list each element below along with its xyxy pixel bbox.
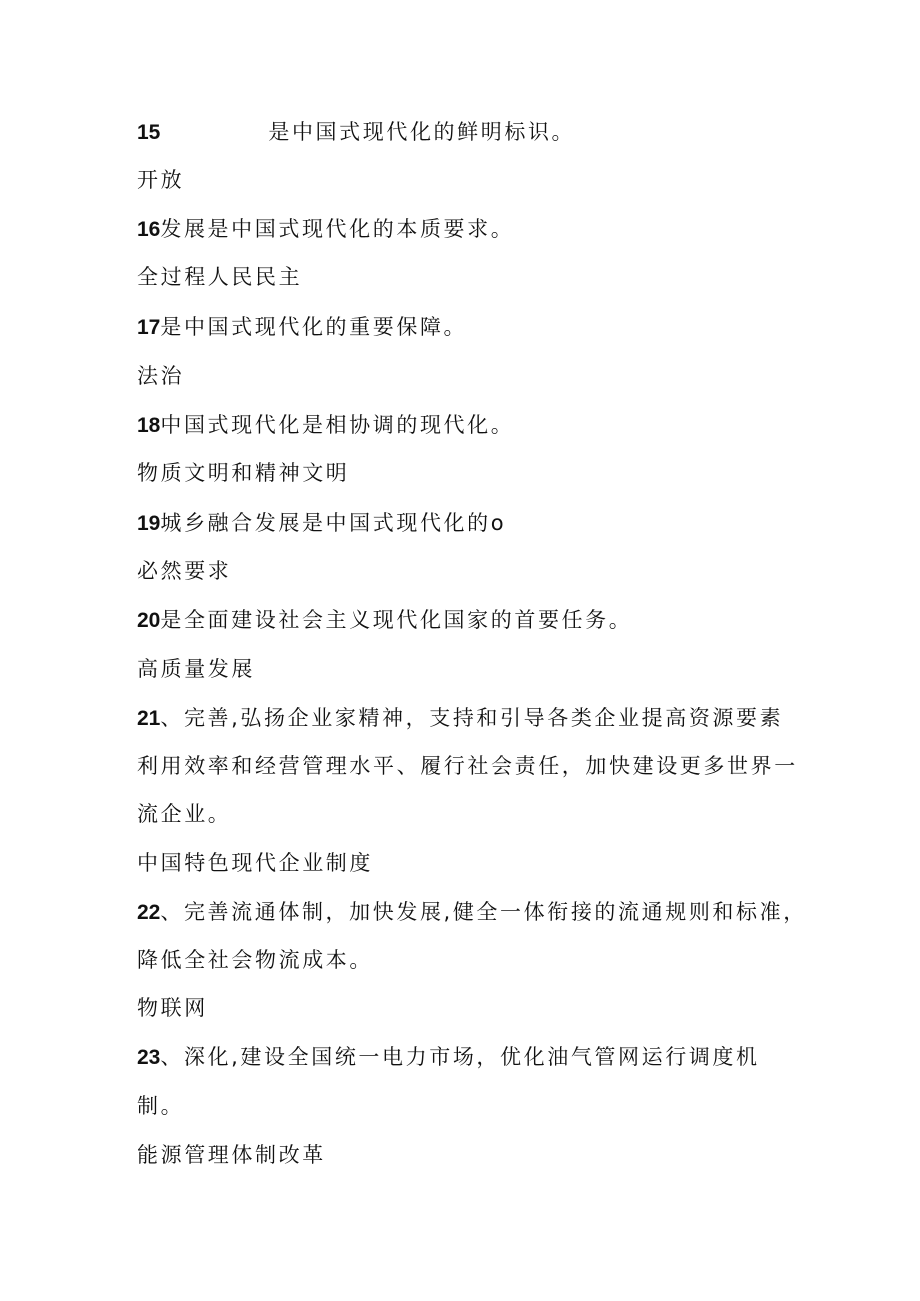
question-22-line-2: 降低全社会物流成本。: [137, 948, 373, 972]
answer-21: 中国特色现代企业制度: [137, 851, 373, 875]
question-number: 18: [137, 414, 161, 437]
question-text: 城乡融合发展是中国式现代化的o: [160, 511, 507, 535]
question-20: [137, 605, 632, 636]
question-number: 20: [137, 609, 161, 632]
question-18: [137, 410, 514, 441]
question-text: 发展是中国式现代化的本质要求。: [160, 217, 515, 241]
question-text: 、完善,弘扬企业家精神，支持和引导各类企业提高资源要素: [160, 706, 784, 730]
question-21-line-2: 利用效率和经营管理水平、履行社会责任，加快建设更多世界一: [137, 754, 798, 778]
question-number: 23: [137, 1046, 161, 1069]
question-17: [137, 312, 467, 343]
question-22: [137, 897, 807, 928]
question-number: 22: [137, 901, 161, 924]
question-number: 15: [137, 121, 161, 144]
answer-22: 物联网: [137, 996, 208, 1020]
question-number: 19: [137, 512, 161, 535]
question-21: [137, 703, 783, 734]
answer-19: 必然要求: [137, 559, 232, 583]
question-text: 中国式现代化是相协调的现代化。: [160, 413, 515, 437]
question-text: 是中国式现代化的鲜明标识。: [268, 120, 576, 144]
answer-20: 高质量发展: [137, 657, 255, 681]
answer-17: 法治: [137, 364, 185, 388]
question-19: [137, 508, 506, 539]
question-16: [137, 214, 514, 245]
question-23-line-2: 制。: [137, 1094, 185, 1118]
question-text: 是中国式现代化的重要保障。: [160, 315, 468, 339]
question-text: 、深化,建设全国统一电力市场，优化油气管网运行调度机: [160, 1045, 760, 1069]
question-23: [137, 1042, 760, 1073]
answer-23: 能源管理体制改革: [137, 1143, 326, 1167]
question-21-line-3: 流企业。: [137, 802, 232, 826]
answer-18: 物质文明和精神文明: [137, 461, 350, 485]
question-15: [137, 117, 575, 148]
question-text: 、完善流通体制，加快发展,健全一体衔接的流通规则和标准，: [160, 900, 807, 924]
question-text: 是全面建设社会主义现代化国家的首要任务。: [160, 608, 633, 632]
answer-15: 开放: [137, 168, 185, 192]
question-number: 21: [137, 707, 161, 730]
question-number: 17: [137, 316, 161, 339]
question-number: 16: [137, 218, 161, 241]
answer-16: 全过程人民民主: [137, 265, 303, 289]
